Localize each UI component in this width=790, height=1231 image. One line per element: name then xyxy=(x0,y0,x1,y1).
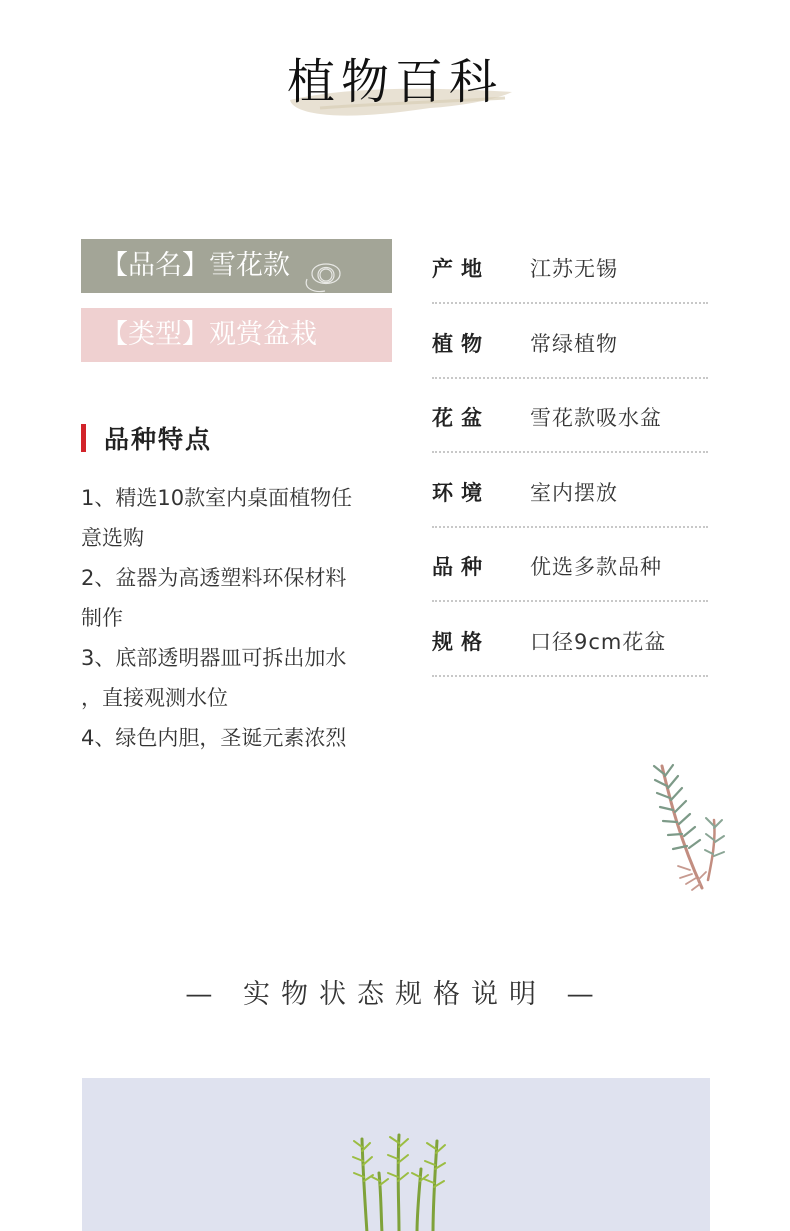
spec-value: 江苏无锡 xyxy=(530,257,618,281)
section-title: — 实物状态规格说明 — xyxy=(185,979,605,1010)
spec-value: 雪花款吸水盆 xyxy=(530,406,662,430)
spec-key: 品种 xyxy=(432,555,490,579)
page-title: 植物百科 xyxy=(286,54,503,110)
features-title: 品种特点 xyxy=(104,425,213,454)
feature-line: 2、盆器为高透塑料环保材料 xyxy=(81,566,347,590)
name-tag-label: 【品名】雪花款 xyxy=(101,250,290,281)
spec-row-origin xyxy=(432,230,708,304)
spec-value: 室内摆放 xyxy=(530,480,618,505)
spec-row-variety xyxy=(432,528,708,602)
product-info xyxy=(81,239,392,758)
spec-key: 规格 xyxy=(432,629,490,654)
spec-key: 植物 xyxy=(432,331,490,356)
feature-line: 1、精选10款室内桌面植物任 xyxy=(81,486,353,510)
feature-line: 4、绿色内胆，圣诞元素浓烈 xyxy=(81,726,347,750)
features-heading xyxy=(81,424,392,452)
spec-row-size xyxy=(432,603,708,677)
accent-bar xyxy=(81,424,86,452)
feature-line: 制作 xyxy=(81,606,123,630)
product-photo xyxy=(82,1078,710,1231)
type-tag-label: 【类型】观赏盆栽 xyxy=(101,319,317,350)
rose-icon xyxy=(301,255,351,293)
feature-line: 3、底部透明器皿可拆出加水 xyxy=(81,646,347,670)
spec-key: 花盆 xyxy=(432,406,490,430)
spec-row-pot xyxy=(432,379,708,453)
spec-value: 口径9cm花盆 xyxy=(530,629,667,654)
feature-line: 意选购 xyxy=(81,526,144,550)
spec-key: 产地 xyxy=(432,257,490,281)
feature-line: ，直接观测水位 xyxy=(81,686,228,710)
name-tag xyxy=(81,239,392,293)
spec-value: 常绿植物 xyxy=(530,331,618,356)
feature-list xyxy=(81,478,392,758)
spec-table xyxy=(432,230,708,677)
spec-row-plant xyxy=(432,305,708,379)
spec-key: 环境 xyxy=(432,480,490,505)
spec-row-environment xyxy=(432,454,708,528)
pine-branch-illustration xyxy=(640,760,735,895)
header xyxy=(0,0,790,140)
plant-illustration xyxy=(337,1133,467,1231)
spec-value: 优选多款品种 xyxy=(530,555,662,579)
type-tag xyxy=(81,308,392,362)
